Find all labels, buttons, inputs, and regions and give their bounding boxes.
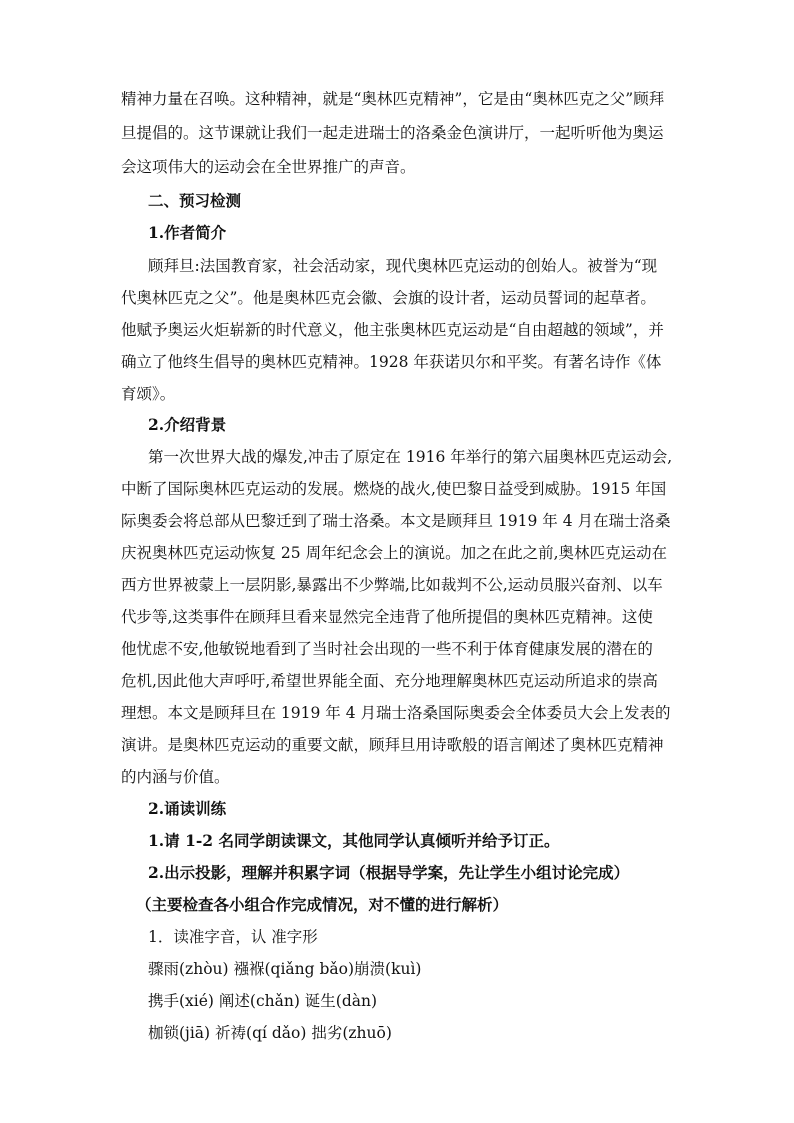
heading-reading-practice: 2.诵读训练	[148, 799, 227, 818]
author-line-3: 他赋予奥运火炬崭新的时代意义，他主张奥林匹克运动是“自由超越的领域”，并	[121, 321, 664, 339]
section-heading-preview-check: 二、预习检测	[148, 191, 242, 210]
author-line-2: 代奥林匹克之父”。他是奥林匹克会徽、会旗的设计者，运动员誓词的起草者。	[121, 289, 656, 307]
intro-line-2: 旦提倡的。这节课就让我们一起走进瑞士的洛桑金色演讲厅，一起听听他为奥运	[121, 124, 664, 142]
author-line-1: 顾拜旦:法国教育家，社会活动家，现代奥林匹克运动的创始人。被誉为“现	[148, 257, 658, 275]
vocab-line-3: 枷锁(jiā) 祈祷(qí dǎo) 拙劣(zhuō)	[148, 1024, 392, 1042]
background-line-11: 的内涵与价值。	[121, 768, 230, 786]
reading-sub-heading: 1．读准字音，认 准字形	[148, 928, 318, 946]
intro-line-1: 精神力量在召唤。这种精神，就是“奥林匹克精神”，它是由“奥林匹克之父”顾拜	[121, 90, 665, 108]
reading-item-1: 1.请 1-2 名同学朗读课文，其他同学认真倾听并给予订正。	[148, 831, 560, 850]
reading-note: （主要检查各小组合作完成情况，对不懂的进行解析）	[136, 895, 509, 914]
background-line-1: 第一次世界大战的爆发,冲击了原定在 1916 年举行的第六届奥林匹克运动会,	[148, 448, 673, 466]
author-line-4: 确立了他终生倡导的奥林匹克精神。1928 年获诺贝尔和平奖。有著名诗作《体	[121, 353, 662, 371]
background-line-6: 代步等,这类事件在顾拜旦看来显然完全违背了他所提倡的奥林匹克精神。这使	[121, 608, 653, 626]
author-line-5: 育颂》。	[121, 385, 176, 403]
background-line-4: 庆祝奥林匹克运动恢复 25 周年纪念会上的演说。加之在此之前,奥林匹克运动在	[121, 544, 668, 562]
vocab-line-2: 携手(xié) 阐述(chǎn) 诞生(dàn)	[148, 992, 378, 1010]
background-line-7: 他忧虑不安,他敏锐地看到了当时社会出现的一些不利于体育健康发展的潜在的	[121, 640, 653, 658]
heading-background: 2.介绍背景	[148, 415, 227, 434]
background-line-10: 演讲。是奥林匹克运动的重要文献，顾拜旦用诗歌般的语言阐述了奥林匹克精神	[121, 736, 664, 754]
background-line-8: 危机,因此他大声呼吁,希望世界能全面、充分地理解奥林匹克运动所追求的崇高	[121, 672, 658, 690]
heading-author-intro: 1.作者简介	[148, 223, 227, 242]
background-line-9: 理想。本文是顾拜旦在 1919 年 4 月瑞士洛桑国际奥委会全体委员大会上发表的	[121, 704, 671, 722]
reading-item-2: 2.出示投影，理解并积累字词（根据导学案，先让学生小组讨论完成）	[148, 863, 630, 882]
vocab-line-1: 骤雨(zhòu) 襁褓(qiǎng bǎo)崩溃(kuì)	[148, 960, 422, 978]
background-line-3: 际奥委会将总部从巴黎迁到了瑞士洛桑。本文是顾拜旦 1919 年 4 月在瑞士洛桑	[121, 512, 671, 530]
background-line-2: 中断了国际奥林匹克运动的发展。燃烧的战火,使巴黎日益受到威胁。1915 年国	[121, 480, 667, 498]
background-line-5: 西方世界被蒙上一层阴影,暴露出不少弊端,比如裁判不公,运动员服兴奋剂、以车	[121, 576, 663, 594]
intro-line-3: 会这项伟大的运动会在全世界推广的声音。	[121, 158, 416, 176]
